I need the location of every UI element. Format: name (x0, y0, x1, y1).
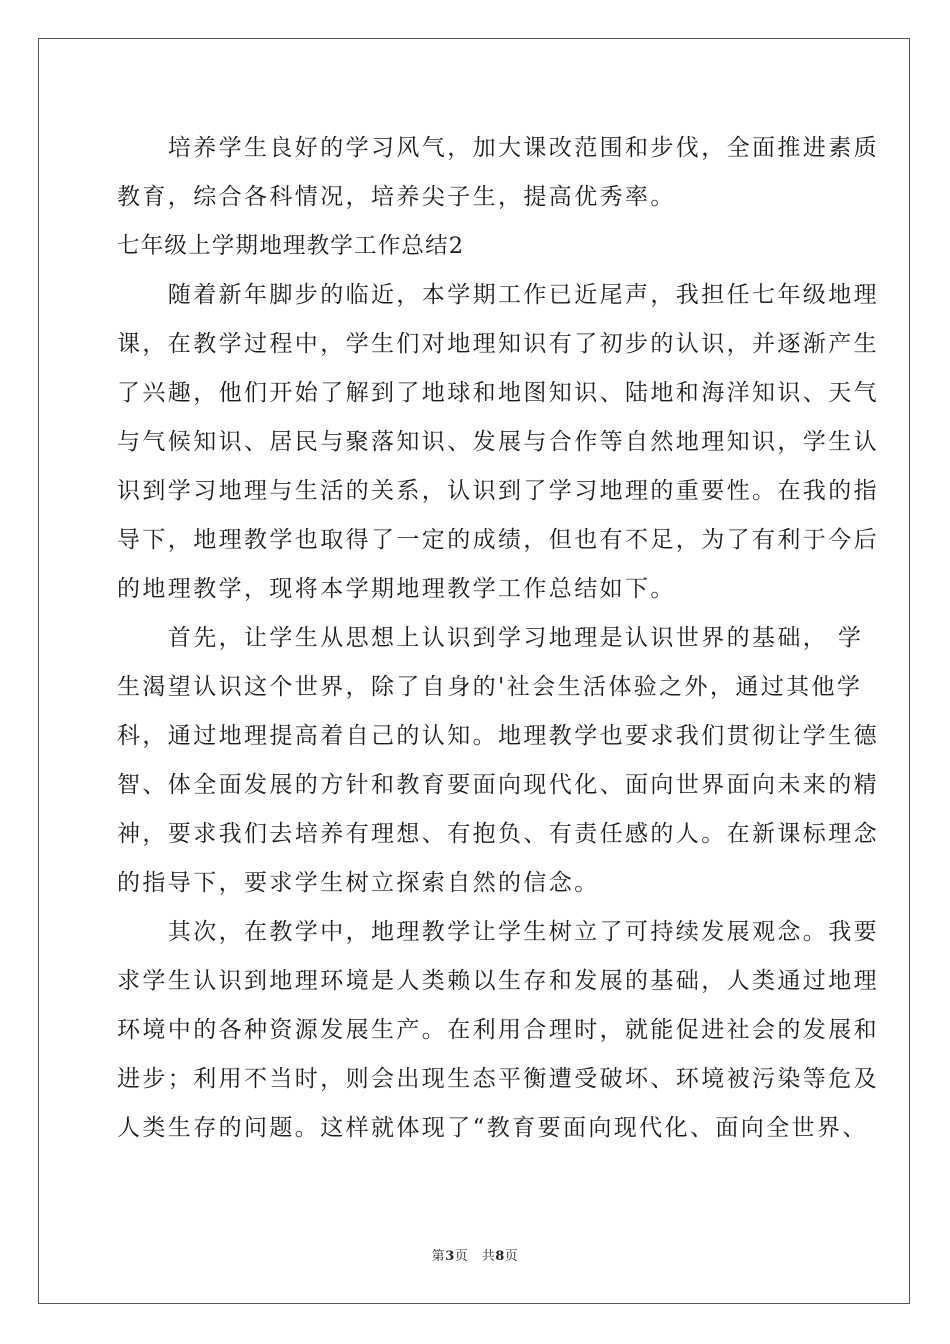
text-line: 求学生认识到地理环境是人类赖以生存和发展的基础，人类通过地理 (117, 968, 879, 994)
text-line: 环境中的各种资源发展生产。在利用合理时，就能促进社会的发展和 (117, 1017, 879, 1043)
text-line: 进步；利用不当时，则会出现生态平衡遭受破坏、环境被污染等危及 (117, 1066, 879, 1092)
text-line: 与气候知识、居民与聚落知识、发展与合作等自然地理知识，学生认 (117, 429, 879, 455)
section-heading: 七年级上学期地理教学工作总结2 (117, 233, 465, 259)
text-line: 导下，地理教学也取得了一定的成绩，但也有不足，为了有利于今后 (117, 527, 879, 553)
page-prefix: 第 (431, 1249, 446, 1264)
text-line: 培养学生良好的学习风气，加大课改范围和步伐，全面推进素质 (117, 135, 879, 161)
text-line: 首先，让学生从思想上认识到学习地理是认识世界的基础， 学 (117, 625, 864, 651)
text-line: 神，要求我们去培养有理想、有抱负、有责任感的人。在新课标理念 (117, 821, 879, 847)
page-suffix: 页 (504, 1249, 519, 1264)
text-line: 识到学习地理与生活的关系，认识到了学习地理的重要性。在我的指 (117, 478, 879, 504)
text-line: 其次，在教学中，地理教学让学生树立了可持续发展观念。我要 (117, 919, 879, 945)
text-line: 随着新年脚步的临近，本学期工作已近尾声，我担任七年级地理 (117, 282, 879, 308)
text-line: 人类生存的问题。这样就体现了“教育要面向现代化、面向全世界、 (117, 1115, 868, 1141)
page-current: 3 (445, 1249, 455, 1264)
text-line: 的地理教学，现将本学期地理教学工作总结如下。 (117, 576, 676, 602)
document-body (117, 128, 879, 1157)
text-line: 教育，综合各科情况，培养尖子生，提高优秀率。 (117, 184, 676, 210)
page-mid: 页 共 (454, 1249, 496, 1264)
text-line: 课，在教学过程中，学生们对地理知识有了初步的认识，并逐渐产生 (117, 331, 879, 357)
page-footer (0, 1245, 950, 1264)
text-line: 了兴趣，他们开始了解到了地球和地图知识、陆地和海洋知识、天气 (117, 380, 879, 406)
page-total: 8 (495, 1249, 505, 1264)
text-line: 智、体全面发展的方针和教育要面向现代化、面向世界面向未来的精 (117, 772, 879, 798)
text-line: 的指导下，要求学生树立探索自然的信念。 (117, 870, 600, 896)
text-line: 科，通过地理提高着自己的认知。地理教学也要求我们贯彻让学生德 (117, 723, 879, 749)
text-line: 生渴望认识这个世界，除了自身的'社会生活体验之外，通过其他学 (117, 674, 863, 700)
